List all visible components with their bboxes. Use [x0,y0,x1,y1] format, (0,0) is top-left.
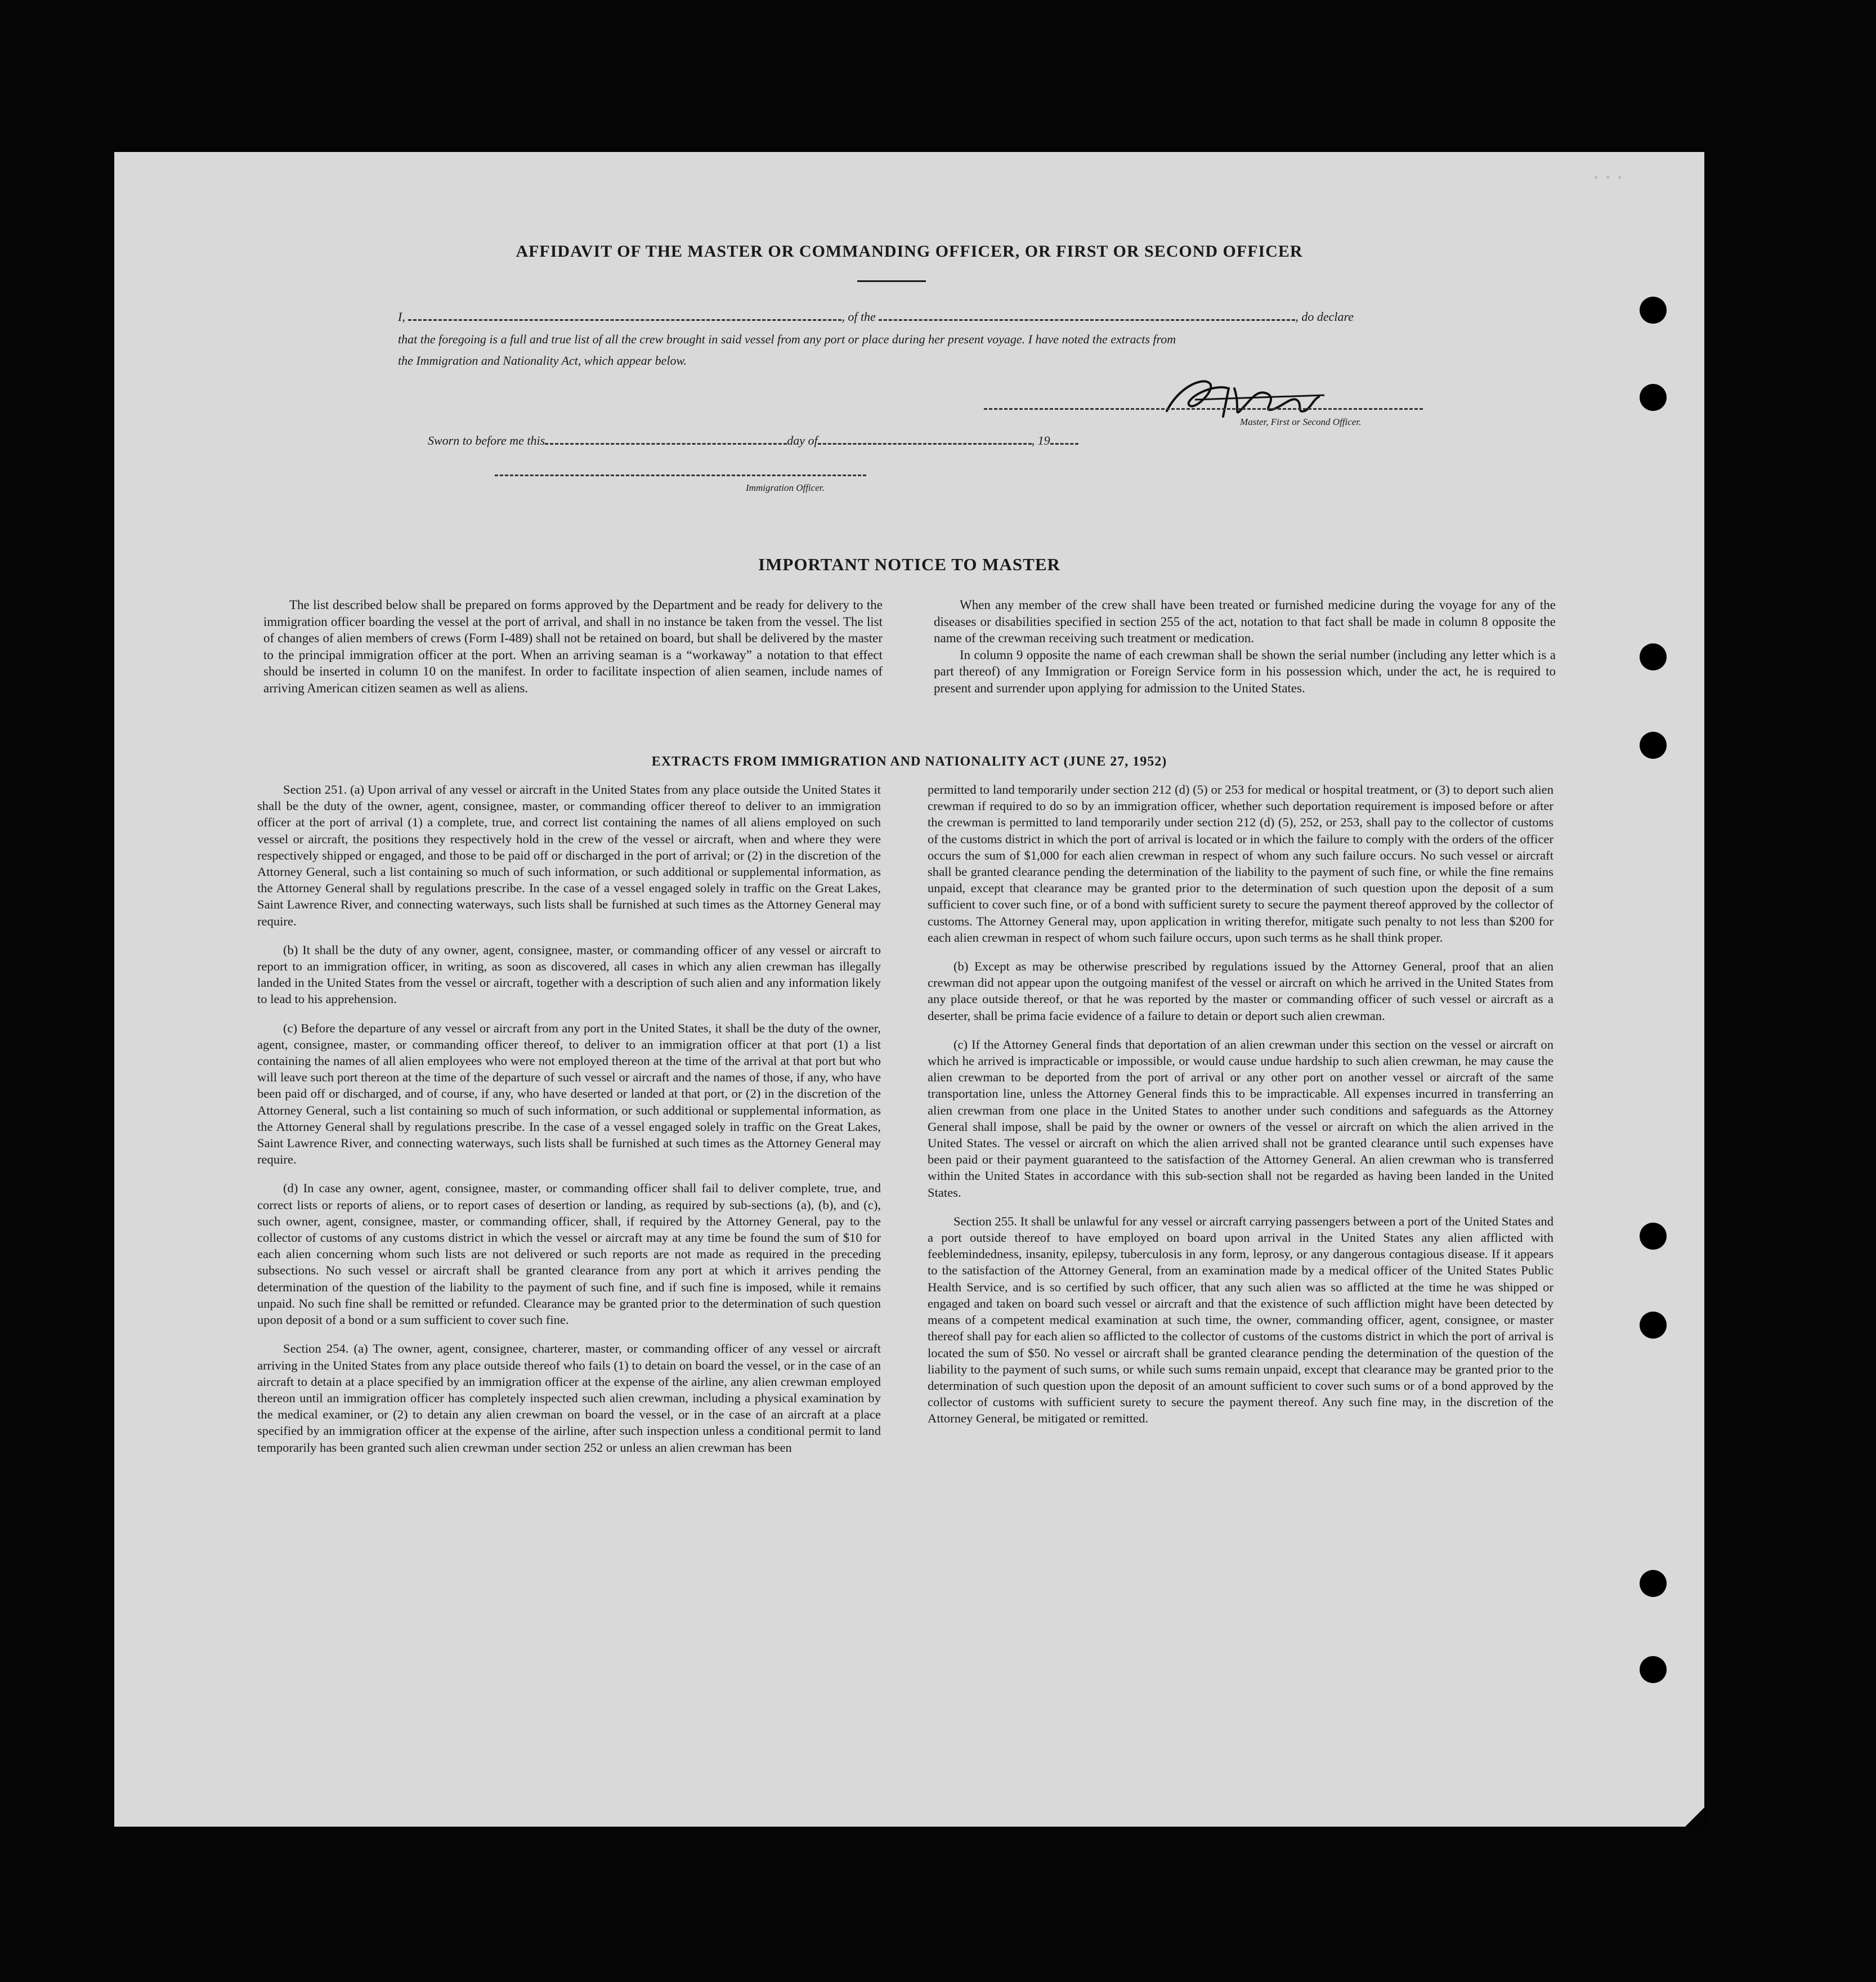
punch-hole [1640,1223,1667,1250]
extract-section-251a: Section 251. (a) Upon arrival of any vessel or aircraft in the United States from any place outside the United States it shall be the duty of the owner, agent, consignee, master, or commanding officer thereof to deliver to an immigration officer at the port of arrival (1) a complete, true, and correct list containing the names of all aliens employed on such vessel or aircraft, the positions they respectively hold in the crew of the vessel or aircraft, when and where they were respectively shipped or engaged, and those to be paid off or discharged in the port of arrival; or (2) in the discretion of the Attorney General, such a list containing so much of such information, or such additional or supplemental information, as the Attorney General shall by regulations prescribe. In the case of a vessel engaged solely in traffic on the Great Lakes, Saint Lawrence River, and connecting waterways, such lists shall be furnished at such times as the Attorney General may require. [257,782,881,928]
declaration-line-2: that the foregoing is a full and true list of all the crew brought in said vessel from any port or place during her present voyage. I have noted the extracts from [398,332,1176,346]
declaration-line-1 [398,310,1354,324]
notice-right-column [934,597,1556,696]
extract-section-251d: (d) In case any owner, agent, consignee, master, or commanding officer shall fail to deliver complete, true, and correct lists or reports of aliens, or to report cases of desertion or landing, as required by sub-sections (a), (b), and (c), such owner, agent, consignee, master, or commanding officer, shall, if required by the Attorney General, pay to the collector of customs of any customs district in which the vessel or aircraft may at any time be found the sum of $10 for each alien concerning whom such lists are not delivered or such reports are not made as required in the preceding subsections. No such vessel or aircraft shall be granted clearance from any port at which it arrives pending the determination of the question of the liability to the payment of such fine, and if such fine is imposed, while it remains unpaid. No such fine shall be remitted or refunded. Clearance may be granted prior to the determination of such question upon deposit of a bond or a sum sufficient to cover such fine. [257,1181,881,1327]
punch-hole [1640,297,1667,324]
extract-section-254a: Section 254. (a) The owner, agent, consignee, charterer, master, or commanding officer of any vessel or aircraft arriving in the United States from any place outside thereof who fails (1) to detain on board the vessel, or in the case of an aircraft to detain at a place specified by an immigration officer at the expense of the airline, any alien crewman employed thereon until an immigration officer has completely inspected such alien crewman, including a physical examination by the medical examiner, or (2) to detain any alien crewman on board the vessel, or in the case of an aircraft at a place specified by an immigration officer at the expense of the airline, after such inspection unless a conditional permit to land temporarily has been granted such alien crewman under section 252 or unless an alien crewman has been [257,1341,881,1455]
sworn-year: , 19 [1031,433,1050,448]
declaration-i: I, [398,310,405,324]
extract-section-251b: (b) It shall be the duty of any owner, agent, consignee, master, or commanding officer of any vessel or aircraft to report to an immigration officer, in writing, as soon as discovered, all cases in which any alien crewman has illegally landed in the United States from the vessel or aircraft, together with a description of such alien and any information likely to lead to his apprehension. [257,942,881,1006]
extracts-right-column [928,781,1553,1427]
immigration-officer-caption: Immigration Officer. [746,482,825,493]
scan-marks: ▪▪▪ [1594,171,1630,184]
signature-line[interactable] [984,408,1423,410]
page-corner-fold [1685,1807,1704,1827]
notice-right-text-1: When any member of the crew shall have been treated or furnished medicine during the voyage for any of the diseases or disabilities specified in section 255 of the act, notation to that fact shall be made in column 8 opposite the name of the crewman receiving such treatment or medication. [934,598,1556,645]
punch-hole [1640,384,1667,411]
sworn-year-blank[interactable] [1050,443,1078,445]
notice-right-text-2: In column 9 opposite the name of each crewman shall be shown the serial number (including any letter which is a part thereof) of any Immigration or Foreign Service form in his possession which, under the act, he is required to present and surrender upon applying for admission to the United States. [934,647,1556,695]
punch-hole [1640,1570,1667,1597]
sworn-prefix: Sworn to before me this [428,433,545,448]
extract-section-254b: (b) Except as may be otherwise prescribed by regulations issued by the Attorney General, proof that an alien crewman did not appear upon the outgoing manifest of the vessel or aircraft on which he arrived in the United States from any place outside thereof, or that he was reported by the master or commanding officer of such vessel or aircraft as a deserter, shall be prima facie evidence of a failure to detain or deport such alien crewman. [928,959,1553,1023]
declaration-of-the: , of the [841,310,876,324]
notice-left-column [263,597,883,696]
sworn-month-blank[interactable] [818,443,1032,445]
notice-left-text: The list described below shall be prepared on forms approved by the Department and be ready for delivery to the immigration officer boarding the vessel at the port of arrival, and shall in no instance be taken from the vessel. The list of changes of alien members of crews (Form I-489) shall not be retained on board, but shall be delivered by the master to the principal immigration officer at the port. When an arriving seaman is a “workaway” a notation to that effect should be inserted in column 10 on the manifest. In order to facilitate inspection of alien seamen, include names of arriving American citizen seamen as well as aliens. [263,598,883,695]
punch-hole [1640,1312,1667,1339]
immigration-officer-line[interactable] [495,475,866,476]
extract-section-255: Section 255. It shall be unlawful for any vessel or aircraft carrying passengers between a port of the United States and a port outside thereof to have employed on board upon arrival in the United States any alien afflicted with feeblemindedness, insanity, epilepsy, tuberculosis in any form, leprosy, or any dangerous contagious disease. If it appears to the satisfaction of the Attorney General, from an examination made by a medical officer of the United States Public Health Service, and is so certified by such officer, that any such alien was so afflicted at the time he was shipped or engaged and taken on board such vessel or aircraft and that the existence of such affliction might have been detected by means of a competent medical examination at such time, the owner, commanding officer, agent, consignee, or master thereof shall pay for each alien so afflicted to the collector of customs of the customs district in which the port of arrival is located the sum of $50. No vessel or aircraft shall be granted clearance pending the determination of the question of the liability to the payment of such sums, or while such sums remain unpaid, except that clearance may be granted prior to the determination of such question upon the deposit of an amount sufficient to cover such sums or of a bond approved by the collector of customs with sufficient surety to secure the payment thereof. Any such fine may, in the discretion of the Attorney General, be mitigated or remitted. [928,1214,1553,1426]
name-blank[interactable] [408,319,841,321]
sworn-date-blank[interactable] [545,443,787,445]
notice-title: IMPORTANT NOTICE TO MASTER [758,554,1060,574]
affidavit-title: AFFIDAVIT OF THE MASTER OR COMMANDING OFFICER, OR FIRST OR SECOND OFFICER [516,242,1303,261]
punch-hole [1640,1656,1667,1683]
declaration-line-3: the Immigration and Nationality Act, which appear below. [398,354,687,368]
punch-hole [1640,643,1667,670]
extract-section-254c: (c) If the Attorney General finds that deportation of an alien crewman under this section on the vessel or aircraft on which he arrived is impracticable or impossible, or would cause undue hardship to such alien crewman, he may cause the alien crewman to be deported from the port of arrival or any other port on another vessel or aircraft of the same transportation line, unless the Attorney General finds this to be impracticable. All expenses incurred in transferring an alien crewman from one place in the United States to another under such conditions and safeguards as the Attorney General shall impose, shall be paid by the owner or owners of the vessel or aircraft on which the alien arrived in the United States. The vessel or aircraft on which the alien arrived shall not be granted clearance until such expenses have been paid or their payment guaranteed to the satisfaction of the Attorney General. An alien crewman who is transferred within the United States in accordance with this sub-section shall not be regarded as having been landed in the United States. [928,1037,1553,1200]
affidavit-page [114,152,1704,1827]
vessel-blank[interactable] [879,319,1295,321]
signature-caption: Master, First or Second Officer. [1240,417,1362,427]
title-divider [857,280,926,282]
extracts-left-column [257,781,881,1456]
punch-hole [1640,732,1667,759]
sworn-day-of: day of [787,433,818,448]
extract-section-251c: (c) Before the departure of any vessel or aircraft from any port in the United States, it shall be the duty of the owner, agent, consignee, master, or commanding officer thereof, to deliver to an immigration officer at that port (1) a list containing the names of all alien employees who were not employed thereon at the time of the arrival at that port but who will leave such port thereon at the time of the departure of such vessel or aircraft and the names of those, if any, who have been paid off or discharged, and of course, if any, who have deserted or landed at that port, or (2) in the discretion of the Attorney General, such a list containing so much of such information, or such additional or supplemental information, as the Attorney General shall by regulations prescribe. In the case of a vessel engaged solely in traffic on the Great Lakes, Saint Lawrence River, and connecting waterways, such lists shall be furnished at such times as the Attorney General may require. [257,1021,881,1167]
extracts-title: EXTRACTS FROM IMMIGRATION AND NATIONALITY ACT (JUNE 27, 1952) [651,754,1167,769]
declaration-declare: , do declare [1295,310,1354,324]
extract-section-254a-cont: permitted to land temporarily under section 212 (d) (5) or 253 for medical or hospital treatment, or (3) to deport such alien crewman if required to do so by an immigration officer, whether such deportation requirement is imposed before or after the crewman is permitted to land temporarily under section 212 (d) (5), 252, or 253, shall pay to the collector of customs of the customs district in which the port of arrival is located or in which the failure to comply with the orders of the officer occurs the sum of $1,000 for each alien crewman in respect of whom any such failure occurs. No such vessel or aircraft shall be granted clearance pending the determination of the liability to the payment of such fine, or while the fine remains unpaid, except that clearance may be granted prior to the determination of such question upon the deposit of a sum sufficient to cover such fine, or of a bond with sufficient surety to secure the payment thereof approved by the collector of customs. The Attorney General may, upon application in writing therefor, mitigate such penalty to not less than $200 for each alien crewman in respect of whom such failure occurs, upon such terms as he shall think proper. [928,782,1553,945]
sworn-line [428,433,1078,448]
